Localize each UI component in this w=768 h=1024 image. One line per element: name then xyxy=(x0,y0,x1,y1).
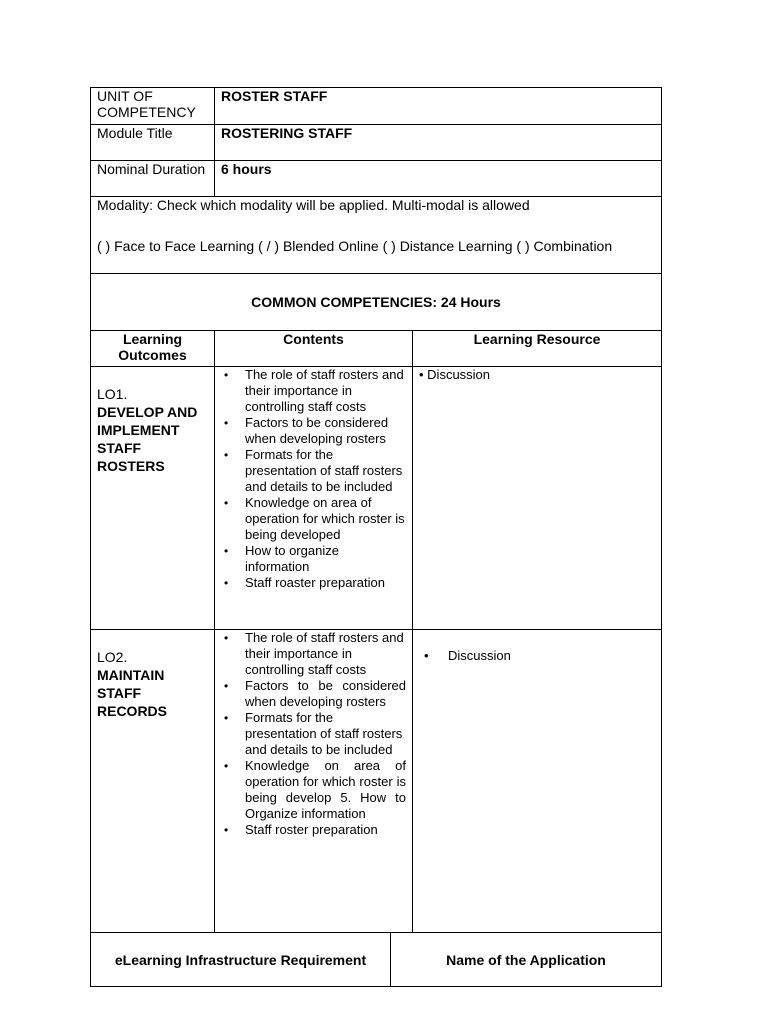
competencies-heading: COMMON COMPETENCIES: 24 Hours xyxy=(91,274,662,331)
list-item: • Knowledge on area of operation for which roster is being develop 5. How to Organize information xyxy=(221,758,406,822)
list-item: • The role of staff rosters and their importance in controlling staff costs xyxy=(221,367,406,415)
outcome-title: DEVELOP AND IMPLEMENT STAFF ROSTERS xyxy=(97,404,198,474)
module-title-label: Module Title xyxy=(91,125,215,161)
modality-options: ( ) Face to Face Learning ( / ) Blended Online ( ) Distance Learning ( ) Combination xyxy=(97,238,613,254)
modality-instruction: Modality: Check which modality will be applied. Multi-modal is allowed xyxy=(97,197,530,213)
outcome-cell-lo2 xyxy=(91,630,215,933)
contents-cell-lo1 xyxy=(215,367,413,630)
resource-cell-lo1 xyxy=(413,367,662,630)
list-item: • Knowledge on area of operation for which roster is being developed xyxy=(221,495,406,543)
contents-list xyxy=(221,367,406,591)
unit-label: UNIT OF COMPETENCY xyxy=(91,88,215,125)
resource-item xyxy=(419,648,655,664)
column-header-outcomes: Learning Outcomes xyxy=(91,331,215,367)
list-item: • Staff roaster preparation xyxy=(221,575,406,591)
module-title-value: ROSTERING STAFF xyxy=(215,125,662,161)
footer-table xyxy=(90,932,662,987)
list-item: • The role of staff rosters and their importance in controlling staff costs xyxy=(221,630,406,678)
outcome-number: LO1. xyxy=(97,386,128,402)
contents-cell-lo2 xyxy=(215,630,413,933)
resource-text: • Discussion xyxy=(419,367,491,382)
duration-label: Nominal Duration xyxy=(91,161,215,197)
bullet-icon: • xyxy=(424,648,429,663)
outcome-number: LO2. xyxy=(97,649,128,665)
outcome-cell-lo1 xyxy=(91,367,215,630)
column-header-contents: Contents xyxy=(215,331,413,367)
application-name-heading: Name of the Application xyxy=(391,933,662,987)
list-item: • Staff roster preparation xyxy=(221,822,406,838)
resource-cell-lo2 xyxy=(413,630,662,933)
resource-text: Discussion xyxy=(448,648,511,663)
module-table xyxy=(90,87,662,933)
elearning-requirement-heading: eLearning Infrastructure Requirement xyxy=(91,933,391,987)
outcome-title: MAINTAIN STAFF RECORDS xyxy=(97,667,168,719)
modality-cell xyxy=(91,197,662,274)
contents-list xyxy=(221,630,406,838)
list-item: • Formats for the presentation of staff rosters and details to be included xyxy=(221,447,406,495)
column-header-resource: Learning Resource xyxy=(413,331,662,367)
duration-value: 6 hours xyxy=(215,161,662,197)
list-item: • Factors to be considered when developing rosters xyxy=(221,678,406,710)
unit-value: ROSTER STAFF xyxy=(215,88,662,125)
list-item: • Factors to be considered when developing rosters xyxy=(221,415,406,447)
list-item: • How to organize information xyxy=(221,543,406,575)
list-item: • Formats for the presentation of staff rosters and details to be included xyxy=(221,710,406,758)
